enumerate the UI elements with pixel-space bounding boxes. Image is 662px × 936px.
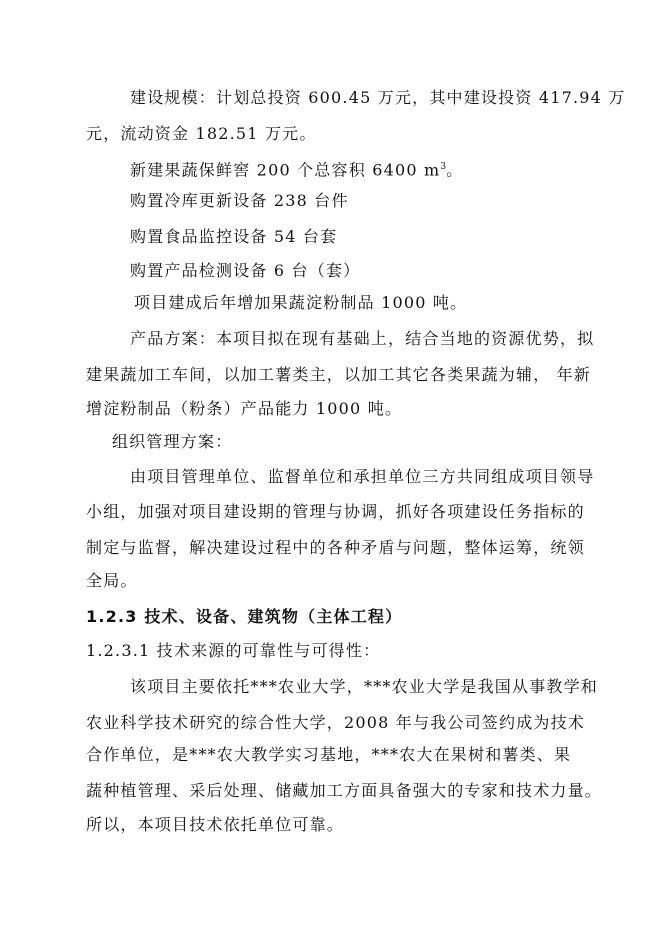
line-suffix: 。	[446, 160, 464, 180]
paragraph-line: 该项目主要依托***农业大学，***农业大学是我国从事教学和	[130, 677, 599, 696]
line-text: 新建果蔬保鲜窖 200 个总容积 6400 m	[130, 160, 441, 180]
paragraph-line: 建果蔬加工车间，以加工薯类主，以加工其它各类果蔬为辅， 年新	[86, 365, 592, 384]
subsection-heading: 1.2.3.1 技术来源的可靠性与可得性：	[86, 641, 381, 660]
paragraph-line: 购置产品检测设备 6 台（套）	[130, 261, 361, 280]
paragraph-line: 合作单位，是***农大教学实习基地，***农大在果树和薯类、果	[86, 745, 572, 764]
paragraph-line	[130, 157, 463, 180]
paragraph-line: 制定与监督，解决建设过程中的各种矛盾与问题，整体运筹，统领	[86, 538, 585, 557]
section-heading: 1.2.3 技术、设备、建筑物（主体工程）	[86, 607, 403, 626]
paragraph-line: 由项目管理单位、监督单位和承担单位三方共同组成项目领导	[130, 467, 595, 486]
paragraph-line: 建设规模：计划总投资 600.45 万元，其中建设投资 417.94 万	[130, 88, 626, 107]
paragraph-line: 增淀粉制品（粉条）产品能力 1000 吨。	[86, 399, 403, 418]
paragraph-line: 元，流动资金 182.51 万元。	[86, 124, 317, 143]
paragraph-line: 所以，本项目技术依托单位可靠。	[86, 815, 345, 834]
paragraph-line: 农业科学技术研究的综合性大学，2008 年与我公司签约成为技术	[86, 713, 586, 732]
paragraph-line: 蔬种植管理、采后处理、储藏加工方面具备强大的专家和技术力量。	[86, 781, 603, 800]
paragraph-line: 项目建成后年增加果蔬淀粉制品 1000 吨。	[134, 293, 468, 312]
paragraph-line: 全局。	[86, 571, 138, 590]
paragraph-line: 组织管理方案：	[112, 432, 233, 451]
superscript: 3	[440, 162, 447, 172]
paragraph-line: 购置冷库更新设备 238 台件	[130, 191, 349, 210]
paragraph-line: 小组，加强对项目建设期的管理与协调，抓好各项建设任务指标的	[86, 502, 585, 521]
paragraph-line: 购置食品监控设备 54 台套	[130, 227, 338, 246]
paragraph-line: 产品方案：本项目拟在现有基础上，结合当地的资源优势，拟	[130, 329, 595, 348]
